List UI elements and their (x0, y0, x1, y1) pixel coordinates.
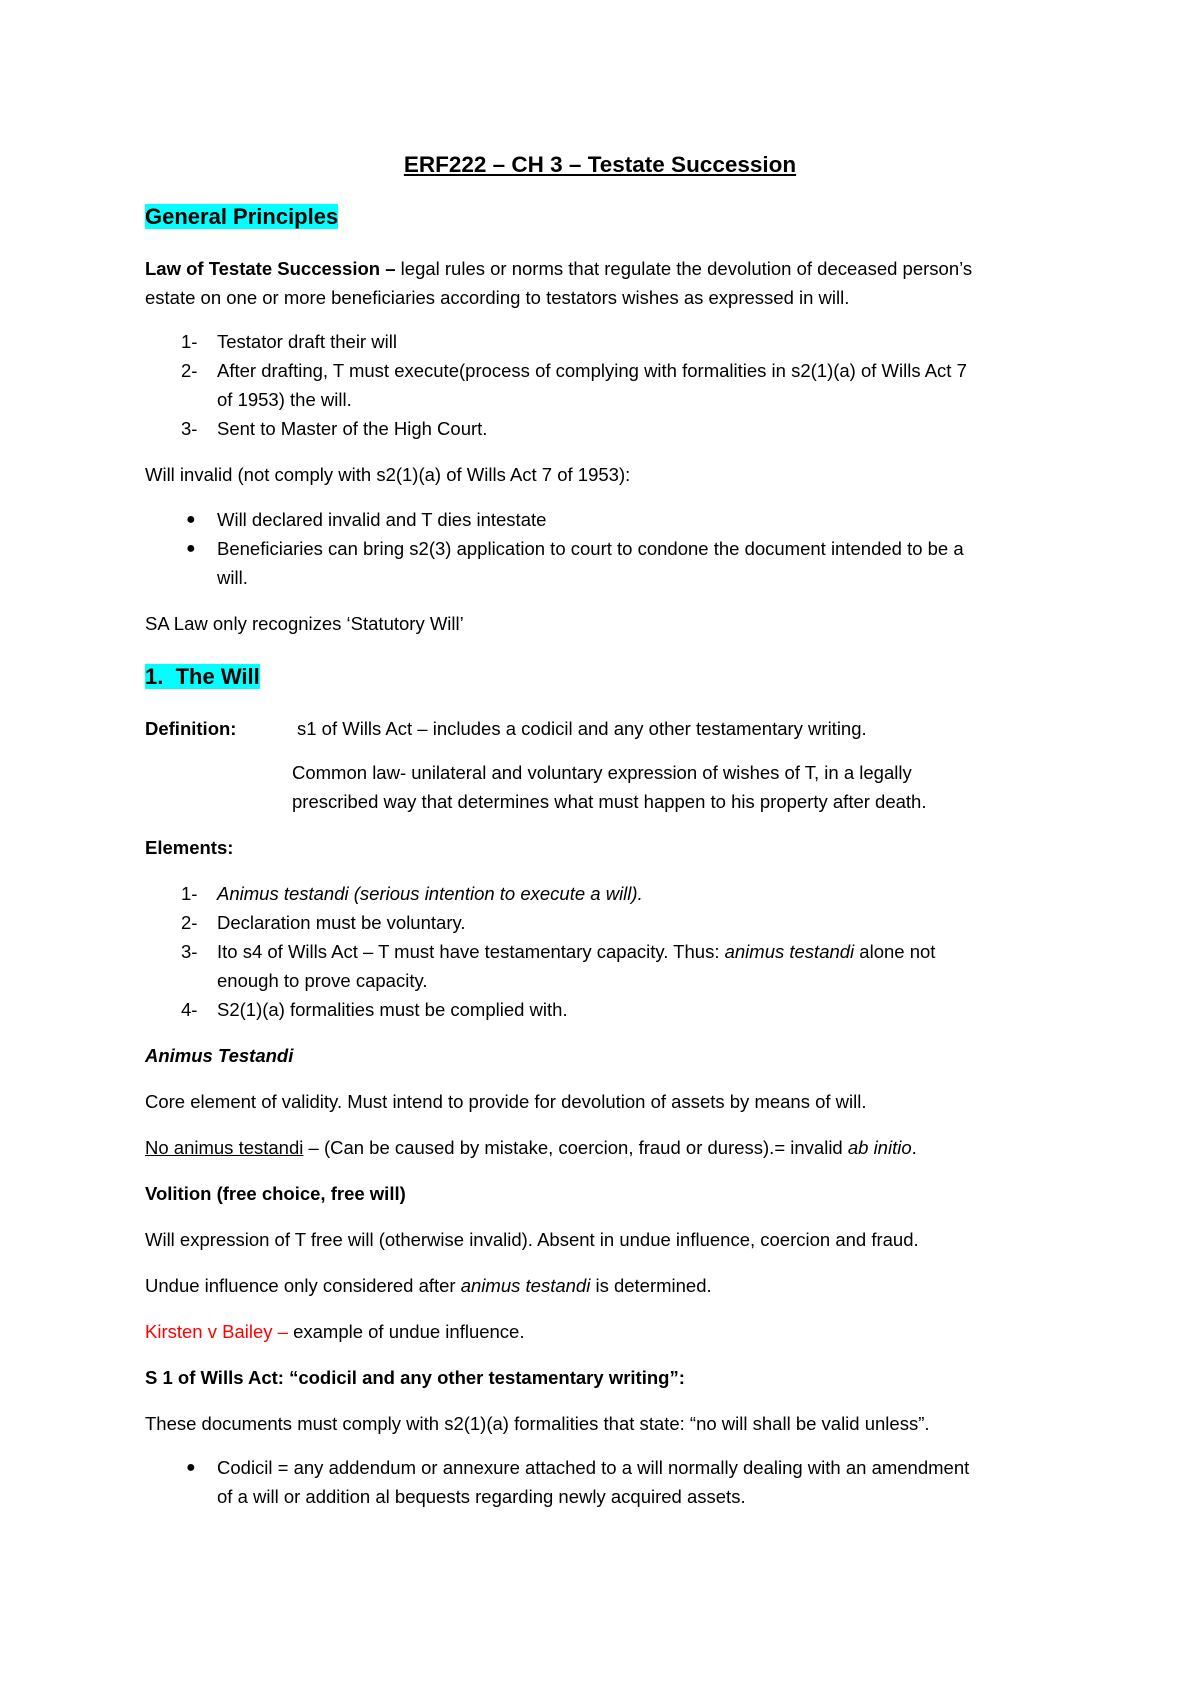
element-text (217, 939, 935, 965)
bullet-icon: ● (186, 1459, 196, 1476)
step-number: 2- (181, 360, 198, 381)
law-definition-line-2: estate on one or more beneficiaries according to testators wishes as expressed in will. (145, 287, 850, 308)
element-text-italic: animus testandi (724, 941, 855, 962)
volition-text-2 (145, 1273, 712, 1299)
case-text: example of undue influence. (287, 1321, 525, 1342)
law-term: Law of Testate Succession – (145, 258, 396, 279)
ab-initio-text: ab initio (847, 1137, 912, 1158)
no-animus-line (145, 1135, 917, 1161)
animus-heading: Animus Testandi (145, 1045, 294, 1066)
section-heading-the-will (145, 664, 260, 690)
volition-text-italic: animus testandi (460, 1275, 591, 1296)
element-text-part: Ito s4 of Wills Act – T must have testamentary capacity. Thus: (217, 941, 725, 962)
codicil-bullet-text-continued: of a will or addition al bequests regarding newly acquired assets. (217, 1486, 746, 1507)
element-text-continued: enough to prove capacity. (217, 970, 428, 991)
the-will-heading-text: The Will (175, 664, 260, 689)
definition-text-2b: prescribed way that determines what must happen to his property after death. (292, 791, 927, 812)
volition-heading: Volition (free choice, free will) (145, 1183, 406, 1204)
invalid-intro: Will invalid (not comply with s2(1)(a) of Wills Act 7 of 1953): (145, 464, 631, 485)
element-number: 4- (181, 999, 198, 1020)
elements-label: Elements: (145, 837, 234, 858)
s1-heading: S 1 of Wills Act: “codicil and any other testamentary writing”: (145, 1367, 685, 1388)
animus-core-text: Core element of validity. Must intend to provide for devolution of assets by means of will. (145, 1091, 867, 1112)
period: . (911, 1137, 917, 1158)
invalid-bullet-text: Beneficiaries can bring s2(3) application to court to condone the document intended to be a (217, 538, 964, 559)
step-text: Testator draft their will (217, 331, 397, 352)
element-number: 3- (181, 941, 198, 962)
definition-label: Definition: (145, 718, 237, 739)
invalid-bullet-text-continued: will. (217, 567, 248, 588)
element-text: S2(1)(a) formalities must be complied with. (217, 999, 568, 1020)
codicil-bullet-text: Codicil = any addendum or annexure attached to a will normally dealing with an amendment (217, 1457, 970, 1478)
bullet-icon: ● (186, 511, 196, 528)
definition-text-1: s1 of Wills Act – includes a codicil and any other testamentary writing. (297, 718, 867, 739)
no-animus-term: No animus testandi (145, 1137, 304, 1158)
element-text-part: alone not (854, 941, 936, 962)
step-number: 3- (181, 418, 198, 439)
s1-text: These documents must comply with s2(1)(a) formalities that state: “no will shall be valid unless”. (145, 1413, 930, 1434)
case-name: Kirsten v Bailey – (145, 1321, 288, 1342)
volition-text-part: Undue influence only considered after (145, 1275, 461, 1296)
volition-text-part: is determined. (590, 1275, 712, 1296)
case-line (145, 1319, 525, 1345)
step-text: After drafting, T must execute(process of complying with formalities in s2(1)(a) of Wills Act 7 (217, 360, 967, 381)
bullet-icon: ● (186, 540, 196, 557)
law-definition-line-1 (145, 256, 972, 282)
the-will-heading-number: 1. (145, 664, 164, 689)
general-principles-heading: General Principles (145, 204, 339, 229)
element-number: 1- (181, 883, 198, 904)
law-definition-text-1: legal rules or norms that regulate the devolution of deceased person’s (395, 258, 973, 279)
statutory-will-note: SA Law only recognizes ‘Statutory Will’ (145, 613, 464, 634)
step-text: Sent to Master of the High Court. (217, 418, 488, 439)
invalid-bullet-text: Will declared invalid and T dies intestate (217, 509, 547, 530)
the-will-heading (145, 664, 260, 689)
element-number: 2- (181, 912, 198, 933)
step-number: 1- (181, 331, 198, 352)
element-text: Declaration must be voluntary. (217, 912, 466, 933)
section-heading-general-principles (145, 204, 338, 230)
volition-text-1: Will expression of T free will (otherwise invalid). Absent in undue influence, coercion and fraud. (145, 1229, 919, 1250)
element-text: Animus testandi (serious intention to execute a will). (217, 883, 643, 904)
document-title: ERF222 – CH 3 – Testate Succession (403, 152, 797, 177)
step-text-continued: of 1953) the will. (217, 389, 352, 410)
no-animus-text: – (Can be caused by mistake, coercion, fraud or duress).= invalid (303, 1137, 848, 1158)
definition-text-2a: Common law- unilateral and voluntary expression of wishes of T, in a legally (292, 762, 912, 783)
